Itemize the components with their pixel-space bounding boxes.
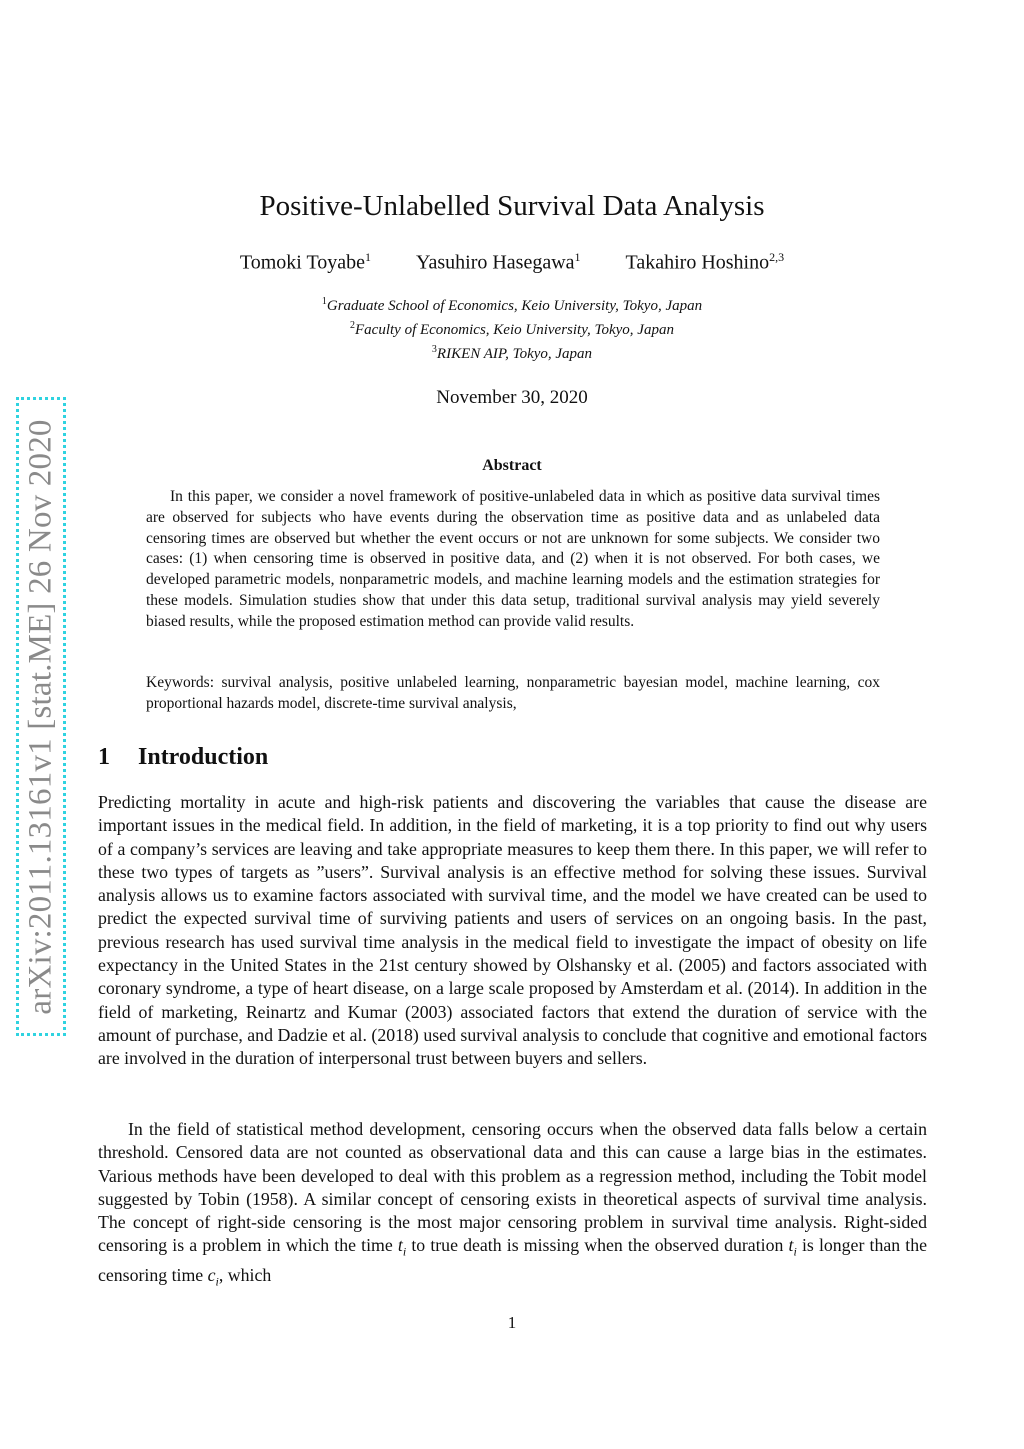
math-variable: $t_i$ (788, 1235, 797, 1260)
author-list (0, 250, 1024, 275)
math-variable: $c_i$ (207, 1265, 219, 1289)
affiliation-list (0, 292, 1024, 364)
math-variable: $t_i$ (397, 1235, 407, 1260)
body-paragraph: Predicting mortality in acute and high-risk patients and discovering the variables that cause the disease are important issues in the medical field. In addition, in the field of marketing, it is a top priority to find out why users of a company’s services are leaving and take appropriate measures to keep them there. In this paper, we will refer to these two types of targets as ”users”. Survival analysis is an effective method for solving these issues. Survival analysis allows us to examine factors associated with survival time, and the model we have created can be used to predict the expected survival time of surviving patients and users of services on an ongoing basis. In the past, previous research has used survival time analysis in the medical field to investigate the impact of obesity on life expectancy in the United States in the 21st century showed by Olshansky et al. (2005) and factors associated with coronary syndrome, a type of heart disease, on a large scale proposed by Amsterdam et al. (2014). In addition in the field of marketing, Reinartz and Kumar (2003) associated factors that extend the duration of service with the amount of purchase, and Dadzie et al. (2018) used survival analysis to conclude that cognitive and emotional factors are involved in the duration of interpersonal trust between buyers and sellers. (98, 792, 927, 1069)
author: Yasuhiro Hasegawa$^1$ (416, 250, 581, 274)
page-number: 1 (507, 1313, 517, 1332)
abstract-text: In this paper, we consider a novel framework of positive-unlabeled data in which as positive data survival times are observed for subjects who have events during the observation time as positive data and as unlabeled data censoring times are observed but whether the event occurs or not are unknown for some subjects. We consider two cases: (1) when censoring time is observed in positive data, and (2) when it is not observed. For both cases, we developed parametric models, nonparametric models, and machine learning models and the estimation strategies for these models. Simulation studies show that under this data setup, traditional survival analysis may yield severely biased results, while the proposed estimation method can provide valid results. (146, 488, 880, 630)
paper-date: November 30, 2020 (436, 387, 588, 408)
affiliation: $^2$Faculty of Economics, Keio University, Tokyo, Japan (350, 320, 674, 338)
author: Takahiro Hoshino$^{2,3}$ (625, 250, 785, 274)
section-title: Introduction (138, 744, 269, 770)
keywords: Keywords: survival analysis, positive unlabeled learning, nonparametric bayesian model, machine learning, cox proportional hazards model, discrete-time survival analysis, (146, 674, 880, 712)
section-heading (98, 744, 268, 771)
abstract-heading: Abstract (482, 457, 542, 474)
section-number: 1 (98, 744, 110, 770)
paper-title: Positive-Unlabelled Survival Data Analysis (259, 190, 765, 222)
affiliation: $^1$Graduate School of Economics, Keio University, Tokyo, Japan (321, 296, 703, 314)
arxiv-stamp (16, 397, 66, 1036)
affiliation: $^3$RIKEN AIP, Tokyo, Japan (431, 344, 593, 362)
author: Tomoki Toyabe$^1$ (239, 250, 372, 274)
arxiv-id: arXiv:2011.13161v1 [stat.ME] 26 Nov 2020 (22, 418, 59, 1015)
body-paragraph: In the field of statistical method development, censoring occurs when the observed data falls below a certain threshold. Censored data are not counted as observational data and this can cause a large bias in the estimates. Various methods have been developed to deal with this problem as a regression method, including the Tobit model suggested by Tobin (1958). A similar concept of censoring exists in theoretical aspects of survival time analysis. The concept of right-side censoring is the most major censoring problem in survival time analysis. Right-sided censoring is a problem in which the time $t_i$ to true death is missing when the observed duration $t_i$ is longer than the censoring time $c_i$, which (98, 1119, 927, 1289)
